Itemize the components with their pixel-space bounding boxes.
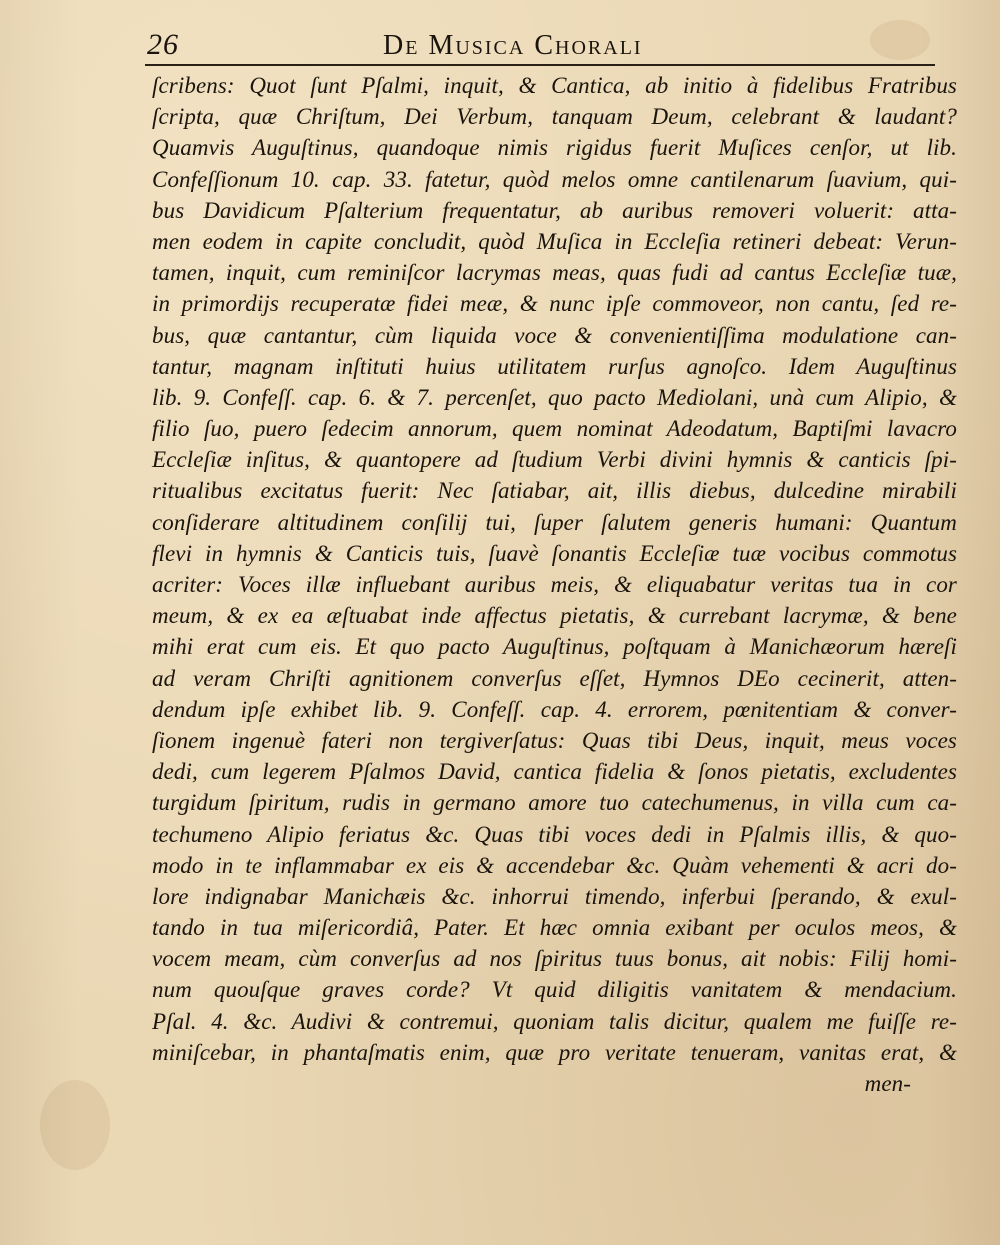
text-line: ad veram Chriſti agnitionem converſus eſſet, Hymnos DEo cecinerit, atten- bbox=[152, 665, 957, 691]
page-header bbox=[145, 22, 950, 62]
text-line: conſiderare altitudinem conſilij tui, ſuper ſalutem generis humani: Quantum bbox=[152, 509, 957, 535]
text-line: Pſal. 4. &c. Audivi & contremui, quoniam talis dicitur, qualem me fuiſſe re- bbox=[152, 1008, 957, 1034]
text-line: miniſcebar, in phantaſmatis enim, quæ pro veritate tenueram, vanitas erat, & bbox=[152, 1039, 957, 1065]
text-line: ſcribens: Quot ſunt Pſalmi, inquit, & Cantica, ab initio à fidelibus Fratribus bbox=[152, 73, 957, 98]
text-line: mihi erat cum eis. Et quo pacto Auguſtinus, poſtquam à Manichæorum hæreſi bbox=[152, 634, 957, 660]
text-line: ſcripta, quæ Chriſtum, Dei Verbum, tanquam Deum, celebrant & laudant? bbox=[152, 104, 957, 130]
text-line: dedi, cum legerem Pſalmos David, cantica fidelia & ſonos pietatis, excludentes bbox=[152, 759, 957, 785]
text-line: ſionem ingenuè fateri non tergiverſatus: Quas tibi Deus, inquit, meus voces bbox=[152, 727, 957, 753]
text-line: lib. 9. Confeſſ. cap. 6. & 7. percenſet, quo pacto Mediolani, unà cum Alipio, & bbox=[152, 384, 957, 410]
text-line: ritualibus excitatus fuerit: Nec ſatiabar, ait, illis diebus, dulcedine mirabili bbox=[152, 478, 957, 504]
text-line: modo in te inflammabar ex eis & accendebar &c. Quàm vehementi & acri do- bbox=[152, 852, 957, 878]
running-title: De Musica Chorali bbox=[383, 30, 643, 61]
header-rule bbox=[145, 64, 935, 66]
body-text bbox=[152, 70, 957, 1099]
text-line: num quouſque graves corde? Vt quid diligitis vanitatem & mendacium. bbox=[152, 977, 957, 1003]
text-line: tamen, inquit, cum reminiſcor lacrymas meas, quas fudi ad cantus Eccleſiæ tuæ, bbox=[152, 260, 957, 286]
text-line: meum, & ex ea æſtuabat inde affectus pietatis, & currebant lacrymæ, & bene bbox=[152, 603, 957, 629]
text-line: Eccleſiæ inſitus, & quantopere ad ſtudium Verbi divini hymnis & canticis ſpi- bbox=[152, 447, 957, 473]
text-line: turgidum ſpiritum, rudis in germano amore tuo catechumenus, in villa cum ca- bbox=[152, 790, 957, 816]
paper-stain bbox=[40, 1080, 110, 1170]
text-line: bus, quæ cantantur, cùm liquida voce & convenientiſſima modulatione can- bbox=[152, 322, 957, 348]
text-line: acriter: Voces illæ influebant auribus meis, & eliquabatur veritas tua in cor bbox=[152, 572, 957, 597]
text-line: filio ſuo, puero ſedecim annorum, quem nominat Adeodatum, Baptiſmi lavacro bbox=[152, 416, 957, 442]
text-line: tando in tua miſericordiâ, Pater. Et hæc omnia exibant per oculos meos, & bbox=[152, 915, 957, 941]
text-line: tantur, magnam inſtituti huius utilitatem rurſus agnoſco. Idem Auguſtinus bbox=[152, 353, 957, 379]
text-line: men eodem in capite concludit, quòd Muſica in Eccleſia retineri debeat: Verun- bbox=[152, 228, 957, 254]
text-line: techumeno Alipio feriatus &c. Quas tibi voces dedi in Pſalmis illis, & quo- bbox=[152, 821, 957, 847]
text-line: lore indignabar Manichæis &c. inhorrui timendo, inferbui ſperando, & exul- bbox=[152, 883, 957, 909]
text-line: in primordijs recuperatæ fidei meæ, & nunc ipſe commoveor, non cantu, ſed re- bbox=[152, 291, 957, 317]
text-line: Quamvis Auguſtinus, quandoque nimis rigidus fuerit Muſices cenſor, ut lib. bbox=[152, 135, 957, 161]
text-line: vocem meam, cùm converſus ad nos ſpiritus tuus bonus, ait nobis: Filij homi- bbox=[152, 946, 957, 972]
text-line: Confeſſionum 10. cap. 33. fatetur, quòd melos omne cantilenarum ſuavium, qui- bbox=[152, 166, 957, 192]
text-line: dendum ipſe exhibet lib. 9. Confeſſ. cap. 4. errorem, pœnitentiam & conver- bbox=[152, 696, 957, 722]
text-line: bus Davidicum Pſalterium frequentatur, ab auribus removeri voluerit: atta- bbox=[152, 197, 957, 223]
text-line: flevi in hymnis & Canticis tuis, ſuavè ſonantis Eccleſiæ tuæ vocibus commotus bbox=[152, 540, 957, 566]
catchword: men- bbox=[864, 1071, 911, 1096]
page-number: 26 bbox=[147, 28, 179, 61]
